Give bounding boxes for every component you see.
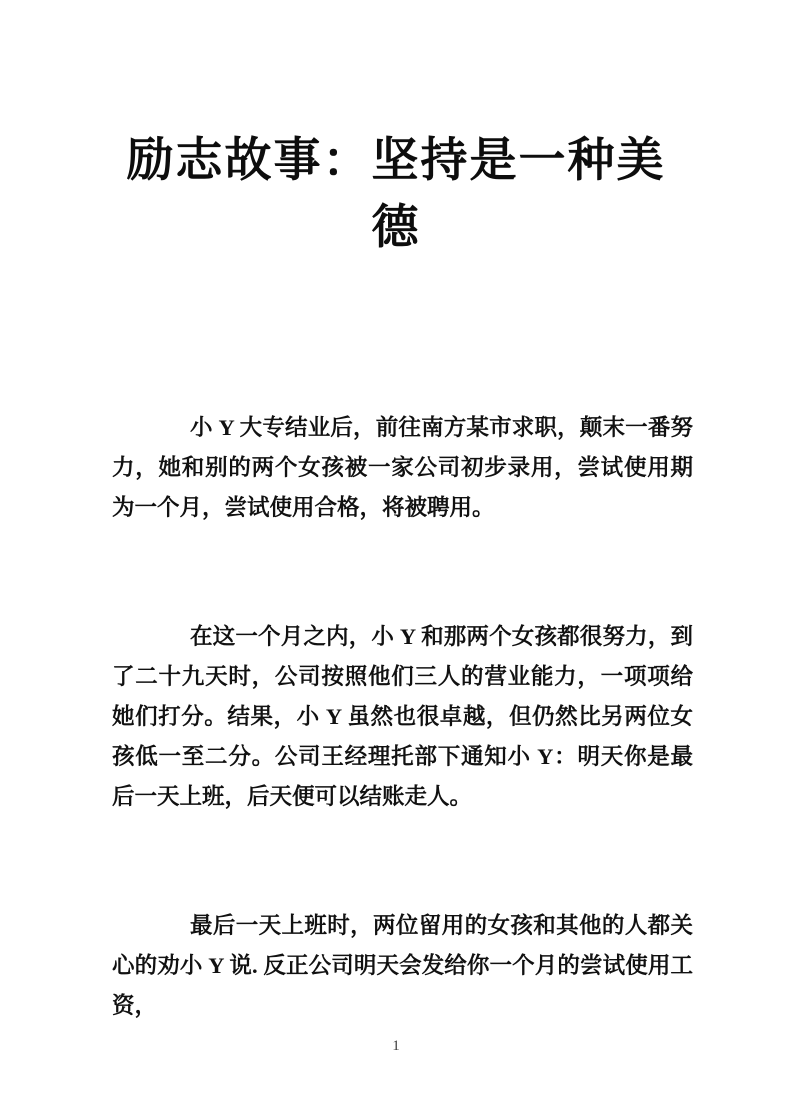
document-title [0,0,792,262]
paragraph-2: 在这一个月之内，小 Y 和那两个女孩都很努力，到了二十九天时，公司按照他们三人的营业能力，一项项给她们打分。结果，小 Y 虽然也很卓越，但仍然比另两位女孩低一至二分。公司王经理托部下通知小 Y：明天你是最后一天上班，后天便可以结账走人。 [112,624,693,809]
paragraph-3: 最后一天上班时，两位留用的女孩和其他的人都关心的劝小 Y 说. 反正公司明天会发给你一个月的尝试使用工资， [112,913,693,1018]
document-title-line-1: 励志故事：坚持是一种美 [126,135,666,187]
document-title-line-2: 德 [371,202,421,254]
document-body [112,408,693,1026]
paragraph-1: 小 Y 大专结业后，前往南方某市求职，颠末一番努力，她和别的两个女孩被一家公司初步录用，尝试使用期为一个月，尝试使用合格，将被聘用。 [112,415,693,520]
page-number: 1 [392,1038,400,1054]
